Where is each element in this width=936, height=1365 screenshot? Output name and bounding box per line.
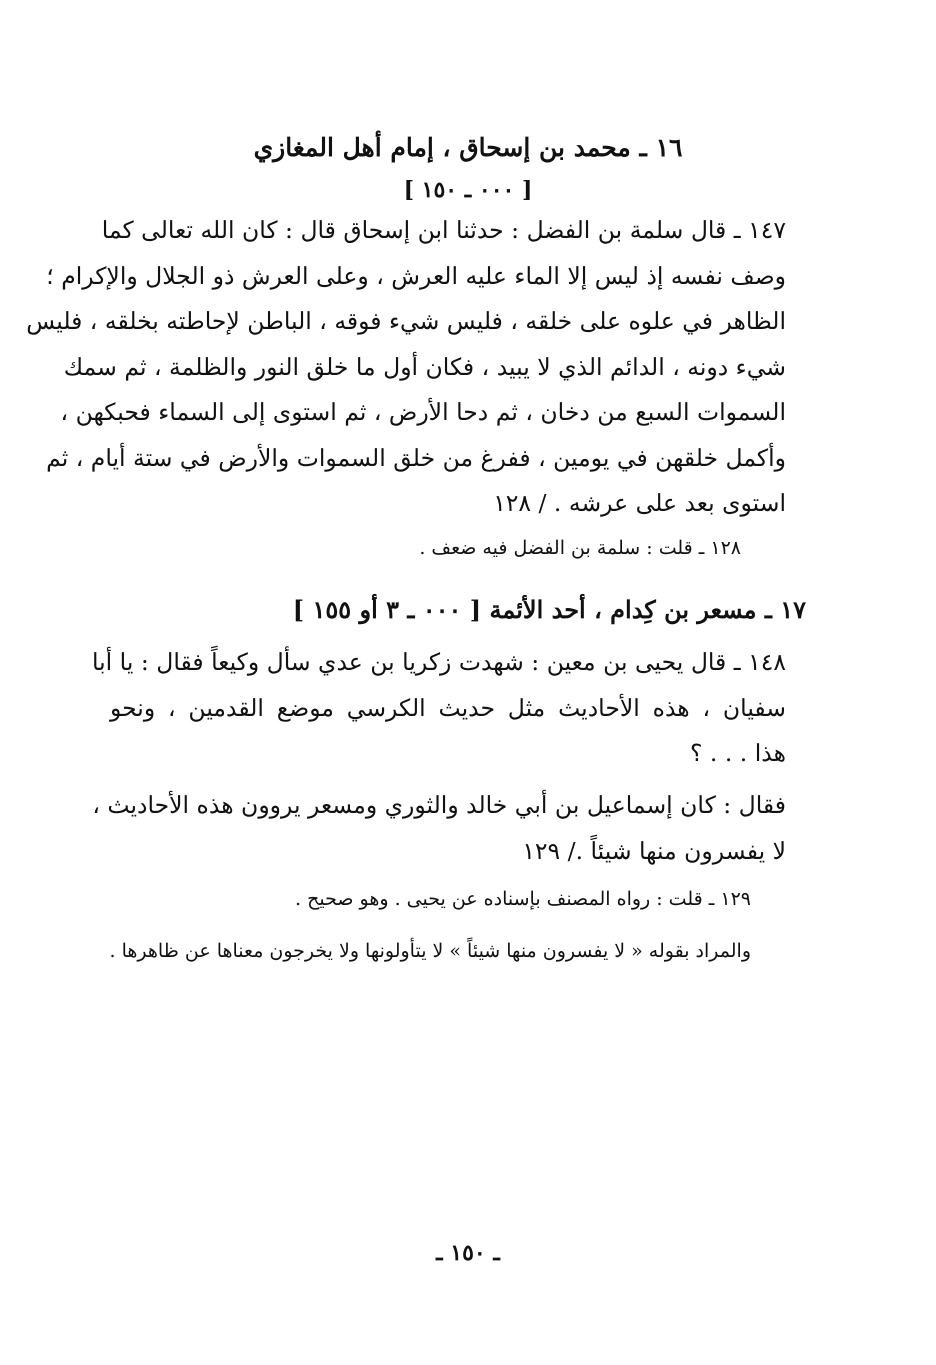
item-148-line: سفيان ، هذه الأحاديث مثل حديث الكرسي موضع القدمين ، ونحو: [110, 693, 786, 722]
section-16-title: ١٦ ـ محمد بن إسحاق ، إمام أهل المغازي: [253, 133, 683, 162]
item-147-line: السموات السبع من دخان ، ثم دحا الأرض ، ثم استوى إلى السماء فحبكهن ،: [60, 398, 786, 426]
item-147-line: وصف نفسه إذ ليس إلا الماء عليه العرش ، وعلى العرش ذو الجلال والإكرام ؛: [46, 261, 786, 290]
section-17-title: ١٧ ـ مسعر بن كِدام ، أحد الأئمة [ ٠٠٠ ـ ٣ أو ١٥٥ ]: [292, 595, 806, 624]
item-148-line: ١٤٨ ـ قال يحيى بن معين : شهدت زكريا بن عدي سأل وكيعاً فقال : يا أبا: [91, 648, 786, 676]
note-129-line2: والمراد بقوله « لا يفسرون منها شيئاً » لا يتأولونها ولا يخرجون معناها عن ظاهرها .: [109, 940, 751, 962]
note-128: ١٢٨ ـ قلت : سلمة بن الفضل فيه ضعف .: [419, 537, 741, 559]
section-16-dates: [ ٠٠٠ ـ ١٥٠ ]: [403, 177, 533, 203]
item-147-line: ١٤٧ ـ قال سلمة بن الفضل : حدثنا ابن إسحاق قال : كان الله تعالى كما: [101, 216, 786, 244]
item-147-line: استوى بعد على عرشه . / ١٢٨: [493, 489, 786, 517]
reply-line: لا يفسرون منها شيئاً ./ ١٢٩: [522, 836, 786, 865]
item-148-line: هذا . . . ؟: [689, 739, 786, 767]
item-147-line: الظاهر في علوه على خلقه ، فليس شيء فوقه ، الباطن لإحاطته بخلقه ، فليس: [26, 307, 786, 335]
note-129-line1: ١٢٩ ـ قلت : رواه المصنف بإسناده عن يحيى . وهو صحيح .: [295, 888, 751, 910]
item-148-reply: [92, 783, 786, 874]
item-147-line: وأكمل خلقهن في يومين ، ففرغ من خلق السموات والأرض في ستة أيام ، ثم: [46, 443, 786, 472]
reply-line: فقال : كان إسماعيل بن أبي خالد والثوري ومسعر يروون هذه الأحاديث ،: [92, 791, 786, 819]
page-number: ـ ١٥٠ ـ: [436, 1240, 500, 1266]
item-147-line: شيء دونه ، الدائم الذي لا يبيد ، فكان أول ما خلق النور والظلمة ، ثم سمك: [63, 352, 786, 381]
item-148-paragraph: [91, 640, 786, 777]
item-147-paragraph: [26, 208, 786, 527]
